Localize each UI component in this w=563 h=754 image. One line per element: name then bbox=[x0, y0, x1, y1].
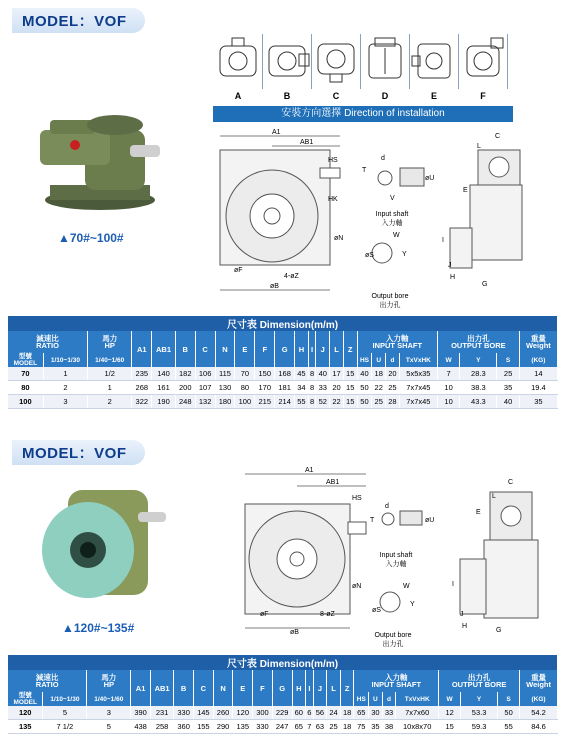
table-cell: 28 bbox=[386, 395, 400, 409]
table-cell: 80 bbox=[235, 381, 255, 395]
table-cell: 15 bbox=[343, 395, 357, 409]
table-cell: 1 bbox=[43, 367, 87, 381]
table-cell: 120 bbox=[233, 706, 253, 720]
svg-text:T: T bbox=[370, 517, 375, 524]
svg-text:出力孔: 出力孔 bbox=[379, 302, 401, 309]
table-cell: 10x8x70 bbox=[396, 720, 439, 734]
table-cell: 65 bbox=[292, 720, 306, 734]
installation-directions bbox=[214, 34, 507, 101]
svg-text:H: H bbox=[462, 623, 468, 630]
svg-text:Output bore: Output bore bbox=[371, 293, 409, 300]
table-cell: 30 bbox=[369, 706, 383, 720]
table-cell: 182 bbox=[175, 367, 195, 381]
svg-text:øU: øU bbox=[425, 517, 435, 524]
svg-text:I: I bbox=[452, 581, 454, 588]
table-cell: 70 bbox=[8, 367, 43, 381]
size-caption-1: ▲70#~100# bbox=[58, 231, 124, 245]
table-cell: 7x7x45 bbox=[399, 381, 437, 395]
svg-text:d: d bbox=[381, 155, 385, 162]
svg-text:øU: øU bbox=[425, 175, 435, 182]
table-cell: 14 bbox=[519, 367, 557, 381]
table-cell: 20 bbox=[386, 367, 400, 381]
table-cell: 18 bbox=[340, 706, 354, 720]
table-cell: 100 bbox=[8, 395, 43, 409]
table-cell: 24 bbox=[327, 706, 341, 720]
table-cell: 25 bbox=[372, 395, 386, 409]
table-cell: 330 bbox=[253, 720, 273, 734]
table-cell: 25 bbox=[497, 367, 519, 381]
table-cell: 7 bbox=[437, 367, 459, 381]
table-body-2 bbox=[8, 706, 558, 734]
table-cell: 10 bbox=[437, 395, 459, 409]
table-cell: 360 bbox=[174, 720, 194, 734]
svg-text:入力軸: 入力軸 bbox=[385, 561, 407, 568]
svg-text:4-øZ: 4-øZ bbox=[284, 273, 299, 280]
svg-text:øF: øF bbox=[234, 267, 243, 274]
table-cell: 38.3 bbox=[460, 381, 497, 395]
table-cell: 35 bbox=[519, 395, 557, 409]
gearbox-photo-120-135 bbox=[38, 480, 168, 605]
table-cell: 7 bbox=[306, 720, 314, 734]
svg-text:J: J bbox=[448, 262, 452, 269]
table-cell: 215 bbox=[255, 395, 275, 409]
table-cell: 115 bbox=[215, 367, 235, 381]
svg-text:I: I bbox=[442, 237, 444, 244]
svg-text:Input shaft: Input shaft bbox=[375, 211, 409, 218]
table-cell: 190 bbox=[152, 395, 176, 409]
table-body-1 bbox=[8, 367, 558, 409]
table-cell: 50 bbox=[357, 395, 372, 409]
table-cell: 438 bbox=[131, 720, 151, 734]
table-cell: 33 bbox=[316, 381, 330, 395]
svg-text:Input shaft: Input shaft bbox=[379, 552, 413, 559]
svg-text:HK: HK bbox=[328, 196, 338, 203]
dimension-table-1: 尺寸表 Dimension(m/m) 減速比 RATIO 馬力 HP A1 AB1 B C N E F G H I J L Z 入力軸 INPUT SHAFT 出力孔 OUTPUT BORE 重量 Weight 型號 MODEL 1/10~1/30 1/40~1/60 HS U d TxVxHK W Y S (KG) 70 1 1/2 235 140 182 106 115 70 150 168 45 8 40 17 15 40 18 20 5x5x35 7 28.3 25 14 80 2 1 268 161 200 107 130 80 170 181 34 8 33 20 15 50 22 25 7x7x45 10 38.3 35 19.4 100 3 2 322 190 248 132 180 100 215 214 55 8 52 22 15 50 25 28 7x7x45 10 43.3 40 35 bbox=[8, 316, 558, 409]
svg-text:Output bore: Output bore bbox=[374, 632, 412, 639]
install-option-f: F bbox=[459, 34, 507, 101]
table-cell: 7x7x45 bbox=[399, 395, 437, 409]
table-cell: 120 bbox=[8, 706, 43, 720]
table-cell: 45 bbox=[295, 367, 309, 381]
table-cell: 229 bbox=[272, 706, 292, 720]
svg-text:出力孔: 出力孔 bbox=[382, 641, 404, 648]
table-row bbox=[8, 706, 558, 720]
table-cell: 35 bbox=[369, 720, 383, 734]
svg-text:H: H bbox=[450, 274, 456, 281]
installation-direction-label: 安裝方向選擇 Direction of installation bbox=[213, 106, 513, 122]
table-cell: 132 bbox=[195, 395, 215, 409]
svg-text:C: C bbox=[508, 479, 514, 486]
svg-text:G: G bbox=[482, 281, 488, 288]
table-cell: 22 bbox=[330, 395, 344, 409]
svg-text:W: W bbox=[403, 583, 410, 590]
table-cell: 322 bbox=[132, 395, 152, 409]
table-cell: 8 bbox=[308, 367, 316, 381]
svg-text:øF: øF bbox=[260, 611, 269, 618]
svg-text:AB1: AB1 bbox=[300, 139, 314, 146]
table-cell: 10 bbox=[437, 381, 459, 395]
table-cell: 107 bbox=[195, 381, 215, 395]
table-cell: 6 bbox=[306, 706, 314, 720]
table-cell: 161 bbox=[152, 381, 176, 395]
dimension-drawing-2 bbox=[240, 464, 560, 648]
table-cell: 18 bbox=[340, 720, 354, 734]
table-cell: 135 bbox=[8, 720, 43, 734]
table-cell: 15 bbox=[343, 381, 357, 395]
table-cell: 1 bbox=[88, 381, 132, 395]
size-caption-2: ▲120#~135# bbox=[62, 621, 135, 635]
svg-text:øB: øB bbox=[290, 629, 299, 636]
table-cell: 300 bbox=[253, 706, 273, 720]
table-cell: 22 bbox=[372, 381, 386, 395]
table-cell: 3 bbox=[43, 395, 87, 409]
table-cell: 2 bbox=[43, 381, 87, 395]
svg-text:E: E bbox=[463, 187, 468, 194]
table-cell: 25 bbox=[386, 381, 400, 395]
svg-text:øN: øN bbox=[352, 583, 362, 590]
svg-text:A1: A1 bbox=[272, 129, 281, 136]
table-cell: 140 bbox=[152, 367, 176, 381]
table-cell: 1/2 bbox=[88, 367, 132, 381]
table-cell: 7x7x60 bbox=[396, 706, 439, 720]
table-cell: 260 bbox=[213, 706, 233, 720]
install-option-c: C bbox=[312, 34, 360, 101]
table-cell: 63 bbox=[313, 720, 327, 734]
table-cell: 268 bbox=[132, 381, 152, 395]
svg-text:øS: øS bbox=[372, 607, 381, 614]
table-cell: 25 bbox=[327, 720, 341, 734]
model-title-1: MODEL：VOF bbox=[12, 8, 145, 33]
table-cell: 55 bbox=[498, 720, 520, 734]
table-cell: 20 bbox=[330, 381, 344, 395]
table-cell: 214 bbox=[275, 395, 295, 409]
table-cell: 80 bbox=[8, 381, 43, 395]
table-cell: 55 bbox=[295, 395, 309, 409]
dimension-table-2: 尺寸表 Dimension(m/m) 減速比 RATIO 馬力 HP A1 AB1 B C N E F G H I J L Z 入力軸 INPUT SHAFT 出力孔 OUTPUT BORE 重量 Weight 型號 MODEL 1/10~1/30 1/40~1/60 HS U d TxVxHK W Y S (KG) 120 5 3 390 231 330 145 260 120 300 229 60 6 56 24 18 65 30 33 7x7x60 12 53.3 50 54.2 135 7 1/2 5 438 258 360 155 290 135 330 247 65 7 63 25 18 75 35 38 10x8x70 15 59.3 55 84.6 bbox=[8, 655, 558, 734]
svg-text:L: L bbox=[492, 493, 496, 500]
table-cell: 19.4 bbox=[519, 381, 557, 395]
table-cell: 180 bbox=[215, 395, 235, 409]
table-cell: 145 bbox=[193, 706, 213, 720]
svg-text:AB1: AB1 bbox=[326, 479, 340, 486]
svg-text:A1: A1 bbox=[305, 467, 314, 474]
svg-text:J: J bbox=[460, 611, 464, 618]
table-cell: 38 bbox=[382, 720, 396, 734]
dimension-drawing-1 bbox=[210, 128, 560, 313]
table-cell: 290 bbox=[213, 720, 233, 734]
table-cell: 247 bbox=[272, 720, 292, 734]
svg-text:HS: HS bbox=[328, 157, 338, 164]
table-cell: 34 bbox=[295, 381, 309, 395]
table-cell: 330 bbox=[174, 706, 194, 720]
table-cell: 2 bbox=[88, 395, 132, 409]
table-cell: 17 bbox=[330, 367, 344, 381]
svg-text:G: G bbox=[496, 627, 502, 634]
table-cell: 56 bbox=[313, 706, 327, 720]
table-cell: 3 bbox=[87, 706, 131, 720]
svg-text:C: C bbox=[495, 133, 501, 140]
svg-text:入力軸: 入力軸 bbox=[381, 220, 403, 227]
svg-text:Y: Y bbox=[410, 601, 415, 608]
table-cell: 150 bbox=[255, 367, 275, 381]
svg-text:Y: Y bbox=[402, 251, 407, 258]
table-cell: 15 bbox=[439, 720, 461, 734]
table-cell: 18 bbox=[372, 367, 386, 381]
table-cell: 53.3 bbox=[461, 706, 498, 720]
svg-text:8-øZ: 8-øZ bbox=[320, 611, 335, 618]
table-row bbox=[8, 381, 558, 395]
svg-text:øB: øB bbox=[270, 283, 279, 290]
table-cell: 65 bbox=[354, 706, 369, 720]
table-cell: 35 bbox=[497, 381, 519, 395]
svg-text:T: T bbox=[362, 167, 367, 174]
table-cell: 33 bbox=[382, 706, 396, 720]
table-cell: 235 bbox=[132, 367, 152, 381]
table-cell: 54.2 bbox=[520, 706, 558, 720]
table-cell: 50 bbox=[357, 381, 372, 395]
svg-text:L: L bbox=[477, 143, 481, 150]
table-cell: 390 bbox=[131, 706, 151, 720]
table-cell: 40 bbox=[316, 367, 330, 381]
svg-text:HS: HS bbox=[352, 495, 362, 502]
table-cell: 100 bbox=[235, 395, 255, 409]
table-cell: 8 bbox=[308, 381, 316, 395]
table-cell: 59.3 bbox=[461, 720, 498, 734]
table-cell: 168 bbox=[275, 367, 295, 381]
install-option-e: E bbox=[410, 34, 458, 101]
table-cell: 12 bbox=[439, 706, 461, 720]
gearbox-photo-70-100 bbox=[30, 90, 165, 215]
table-cell: 40 bbox=[357, 367, 372, 381]
svg-text:V: V bbox=[390, 195, 395, 202]
table-cell: 135 bbox=[233, 720, 253, 734]
table-cell: 5 bbox=[87, 720, 131, 734]
table-cell: 258 bbox=[150, 720, 173, 734]
table-row bbox=[8, 720, 558, 734]
install-option-d: D bbox=[361, 34, 409, 101]
table-cell: 28.3 bbox=[460, 367, 497, 381]
table-row bbox=[8, 367, 558, 381]
table-cell: 50 bbox=[498, 706, 520, 720]
table-cell: 84.6 bbox=[520, 720, 558, 734]
table-cell: 231 bbox=[150, 706, 173, 720]
table-cell: 130 bbox=[215, 381, 235, 395]
table-cell: 200 bbox=[175, 381, 195, 395]
table-cell: 7 1/2 bbox=[43, 720, 87, 734]
install-option-a: A bbox=[214, 34, 262, 101]
svg-text:øN: øN bbox=[334, 235, 344, 242]
table-cell: 40 bbox=[497, 395, 519, 409]
table-cell: 70 bbox=[235, 367, 255, 381]
table-cell: 5x5x35 bbox=[399, 367, 437, 381]
svg-text:d: d bbox=[385, 503, 389, 510]
table-cell: 181 bbox=[275, 381, 295, 395]
svg-text:W: W bbox=[393, 232, 400, 239]
table-cell: 60 bbox=[292, 706, 306, 720]
table-cell: 248 bbox=[175, 395, 195, 409]
table-cell: 5 bbox=[43, 706, 87, 720]
model-title-2: MODEL：VOF bbox=[12, 440, 145, 465]
table-cell: 8 bbox=[308, 395, 316, 409]
table-row bbox=[8, 395, 558, 409]
table-cell: 43.3 bbox=[460, 395, 497, 409]
table-cell: 15 bbox=[343, 367, 357, 381]
svg-text:E: E bbox=[476, 509, 481, 516]
table-cell: 52 bbox=[316, 395, 330, 409]
install-option-b: B bbox=[263, 34, 311, 101]
table-cell: 106 bbox=[195, 367, 215, 381]
table-cell: 75 bbox=[354, 720, 369, 734]
svg-text:øS: øS bbox=[365, 252, 374, 259]
table-cell: 155 bbox=[193, 720, 213, 734]
table-cell: 170 bbox=[255, 381, 275, 395]
